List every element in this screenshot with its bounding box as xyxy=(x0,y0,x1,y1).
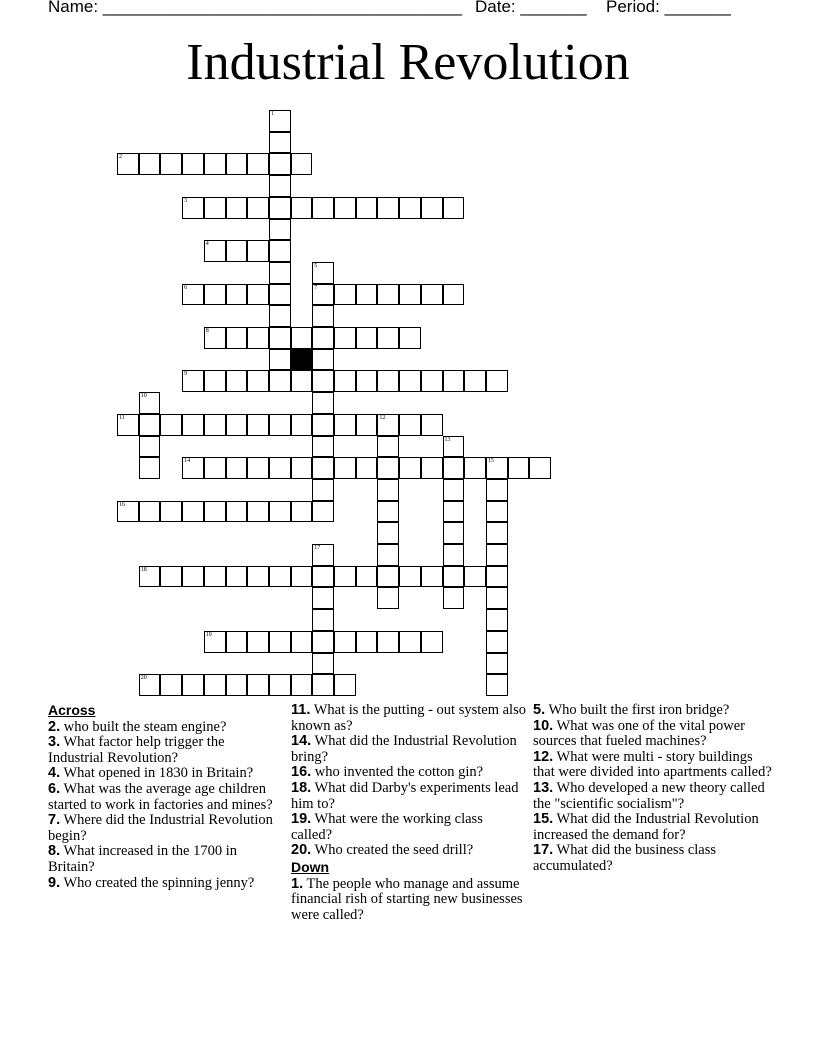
grid-cell[interactable] xyxy=(182,370,204,392)
grid-cell[interactable] xyxy=(356,566,378,588)
grid-cell[interactable] xyxy=(399,370,421,392)
grid-cell[interactable] xyxy=(247,566,269,588)
grid-cell[interactable] xyxy=(356,631,378,653)
grid-cell[interactable] xyxy=(377,501,399,523)
grid-cell[interactable] xyxy=(421,631,443,653)
grid-cell[interactable] xyxy=(399,566,421,588)
grid-cell[interactable] xyxy=(334,414,356,436)
grid-cell[interactable] xyxy=(247,370,269,392)
clue-item xyxy=(291,877,527,924)
grid-cell[interactable] xyxy=(486,457,508,479)
grid-cell[interactable] xyxy=(377,197,399,219)
across-heading: Across xyxy=(48,702,96,718)
clue-item-text: Who created the seed drill? xyxy=(314,842,474,859)
grid-cell[interactable] xyxy=(486,674,508,696)
grid-cell[interactable] xyxy=(226,370,248,392)
grid-cell[interactable] xyxy=(117,501,139,523)
page-title: Industrial Revolution xyxy=(186,34,630,91)
clue-item-number: 13. xyxy=(533,779,554,796)
black-square xyxy=(291,349,313,371)
clue-item xyxy=(291,703,527,734)
across-clue-list-continued xyxy=(291,703,527,859)
grid-cell[interactable] xyxy=(291,631,313,653)
grid-cell[interactable] xyxy=(204,501,226,523)
grid-cell[interactable] xyxy=(356,370,378,392)
clue-item-text: What did the Industrial Revolution bring? xyxy=(291,733,517,765)
grid-cell[interactable] xyxy=(291,674,313,696)
clue-item-number: 18. xyxy=(291,779,312,796)
grid-cell[interactable] xyxy=(312,653,334,675)
grid-cell[interactable] xyxy=(204,457,226,479)
clue-item-text: What was one of the vital power sources that fueled machines? xyxy=(533,717,745,750)
grid-cell[interactable] xyxy=(334,327,356,349)
grid-cell[interactable] xyxy=(312,349,334,371)
clue-item xyxy=(48,782,280,813)
grid-cell[interactable] xyxy=(226,284,248,306)
grid-cell[interactable] xyxy=(421,566,443,588)
grid-cell[interactable] xyxy=(247,501,269,523)
clue-number: 6 xyxy=(184,284,188,291)
grid-cell[interactable] xyxy=(443,457,465,479)
clue-item-number: 10. xyxy=(533,717,554,734)
date-field[interactable]: Date: _______ xyxy=(475,0,587,16)
grid-cell[interactable] xyxy=(182,501,204,523)
grid-cell[interactable] xyxy=(377,544,399,566)
grid-cell[interactable] xyxy=(182,284,204,306)
clue-item-text: What increased in the 1700 in Britain? xyxy=(48,843,238,875)
grid-cell[interactable] xyxy=(312,414,334,436)
grid-cell[interactable] xyxy=(291,501,313,523)
grid-cell[interactable] xyxy=(312,479,334,501)
clue-number: 18 xyxy=(140,566,147,573)
grid-cell[interactable] xyxy=(356,414,378,436)
grid-cell[interactable] xyxy=(117,414,139,436)
grid-cell[interactable] xyxy=(204,370,226,392)
clue-item-text: Who built the first iron bridge? xyxy=(548,702,730,718)
clue-item-text: What were multi - story buildings that were divided into apartments called? xyxy=(533,748,772,781)
grid-cell[interactable] xyxy=(399,631,421,653)
grid-cell[interactable] xyxy=(291,414,313,436)
grid-cell[interactable] xyxy=(312,262,334,284)
grid-cell[interactable] xyxy=(269,262,291,284)
grid-cell[interactable] xyxy=(356,327,378,349)
grid-cell[interactable] xyxy=(269,219,291,241)
grid-cell[interactable] xyxy=(486,479,508,501)
clue-number: 12 xyxy=(379,414,386,421)
grid-cell[interactable] xyxy=(269,674,291,696)
grid-cell[interactable] xyxy=(226,566,248,588)
clue-item-text: What is the putting - out system also known as? xyxy=(291,702,526,734)
grid-cell[interactable] xyxy=(377,436,399,458)
clue-item xyxy=(291,765,527,781)
clue-item-number: 19. xyxy=(291,811,312,828)
grid-cell[interactable] xyxy=(226,153,248,175)
clue-number: 2 xyxy=(119,154,122,161)
clue-number: 13 xyxy=(444,436,451,443)
clue-item-number: 3. xyxy=(48,734,61,751)
clue-item xyxy=(291,843,527,859)
clue-item-number: 9. xyxy=(48,874,61,891)
grid-cell[interactable] xyxy=(269,240,291,262)
grid-cell[interactable] xyxy=(204,566,226,588)
grid-cell[interactable] xyxy=(139,153,161,175)
clue-item-number: 12. xyxy=(533,748,554,765)
down-heading: Down xyxy=(291,858,330,875)
grid-cell[interactable] xyxy=(443,522,465,544)
grid-cell[interactable] xyxy=(269,327,291,349)
grid-cell[interactable] xyxy=(247,631,269,653)
grid-cell[interactable] xyxy=(377,631,399,653)
grid-cell[interactable] xyxy=(334,674,356,696)
clue-item xyxy=(533,781,773,812)
clue-item xyxy=(48,735,280,766)
clue-item-number: 17. xyxy=(533,842,554,859)
down-clue-list-continued xyxy=(533,703,773,875)
grid-cell[interactable] xyxy=(226,327,248,349)
grid-cell[interactable] xyxy=(312,436,334,458)
clue-item xyxy=(533,719,773,750)
clue-item-text: What did the Industrial Revolution increased the demand for? xyxy=(533,811,759,843)
clue-number: 3 xyxy=(184,197,188,204)
clue-item-text: Where did the Industrial Revolution begin? xyxy=(48,812,273,844)
grid-cell[interactable] xyxy=(269,457,291,479)
grid-cell[interactable] xyxy=(269,110,291,132)
grid-cell[interactable] xyxy=(486,653,508,675)
clue-item-number: 2. xyxy=(48,718,61,735)
clue-item-text: who built the steam engine? xyxy=(63,718,227,735)
grid-cell[interactable] xyxy=(160,501,182,523)
grid-cell[interactable] xyxy=(139,436,161,458)
grid-cell[interactable] xyxy=(226,197,248,219)
grid-cell[interactable] xyxy=(182,153,204,175)
grid-cell[interactable] xyxy=(312,305,334,327)
clue-number: 20 xyxy=(140,675,147,682)
grid-cell[interactable] xyxy=(356,284,378,306)
clue-item-number: 14. xyxy=(291,733,312,750)
grid-cell[interactable] xyxy=(377,327,399,349)
grid-cell[interactable] xyxy=(312,370,334,392)
grid-cell[interactable] xyxy=(182,674,204,696)
grid-cell[interactable] xyxy=(486,522,508,544)
grid-cell[interactable] xyxy=(486,587,508,609)
grid-cell[interactable] xyxy=(334,197,356,219)
clue-number: 15 xyxy=(487,458,494,465)
clue-number: 10 xyxy=(140,393,147,400)
grid-cell[interactable] xyxy=(421,197,443,219)
grid-cell[interactable] xyxy=(160,566,182,588)
grid-cell[interactable] xyxy=(226,501,248,523)
clue-item-number: 7. xyxy=(48,812,61,829)
grid-cell[interactable] xyxy=(334,457,356,479)
grid-cell[interactable] xyxy=(334,370,356,392)
grid-cell[interactable] xyxy=(139,674,161,696)
grid-cell[interactable] xyxy=(117,153,139,175)
grid-cell[interactable] xyxy=(486,566,508,588)
clue-item-text: What did Darby's experiments lead him to? xyxy=(291,779,519,812)
grid-cell[interactable] xyxy=(399,327,421,349)
grid-cell[interactable] xyxy=(269,153,291,175)
clue-number: 9 xyxy=(184,371,188,378)
grid-cell[interactable] xyxy=(291,327,313,349)
grid-cell[interactable] xyxy=(139,566,161,588)
grid-cell[interactable] xyxy=(247,414,269,436)
grid-cell[interactable] xyxy=(226,631,248,653)
clue-item-number: 20. xyxy=(291,842,312,859)
grid-cell[interactable] xyxy=(377,370,399,392)
grid-cell[interactable] xyxy=(247,240,269,262)
period-field[interactable]: Period: _______ xyxy=(606,0,731,16)
down-clue-list xyxy=(291,877,527,924)
grid-cell[interactable] xyxy=(443,284,465,306)
grid-cell[interactable] xyxy=(226,457,248,479)
grid-cell[interactable] xyxy=(182,197,204,219)
grid-cell[interactable] xyxy=(204,414,226,436)
clue-item xyxy=(48,876,280,892)
grid-cell[interactable] xyxy=(204,153,226,175)
clue-item xyxy=(48,766,280,782)
grid-cell[interactable] xyxy=(269,284,291,306)
name-field[interactable]: Name: ______________________________________ xyxy=(48,0,463,16)
grid-cell[interactable] xyxy=(486,501,508,523)
grid-cell[interactable] xyxy=(464,370,486,392)
grid-cell[interactable] xyxy=(443,197,465,219)
grid-cell[interactable] xyxy=(312,566,334,588)
across-clue-list xyxy=(48,720,280,892)
clue-number: 5 xyxy=(314,262,318,269)
grid-cell[interactable] xyxy=(269,349,291,371)
clue-item-number: 6. xyxy=(48,780,61,797)
clue-column-1 xyxy=(48,703,280,891)
grid-cell[interactable] xyxy=(399,284,421,306)
clue-item-number: 11. xyxy=(291,702,311,718)
grid-cell[interactable] xyxy=(291,197,313,219)
clue-number: 8 xyxy=(205,328,209,334)
clue-item-number: 16. xyxy=(291,764,312,781)
grid-cell[interactable] xyxy=(291,370,313,392)
grid-cell[interactable] xyxy=(204,240,226,262)
grid-cell[interactable] xyxy=(204,197,226,219)
clue-item xyxy=(291,734,527,765)
clue-item-number: 15. xyxy=(533,811,554,828)
clue-column-2 xyxy=(291,703,527,923)
grid-cell[interactable] xyxy=(443,587,465,609)
clue-number: 19 xyxy=(205,631,212,638)
clue-item xyxy=(533,843,773,874)
grid-cell[interactable] xyxy=(160,153,182,175)
grid-cell[interactable] xyxy=(312,457,334,479)
grid-cell[interactable] xyxy=(269,175,291,197)
grid-cell[interactable] xyxy=(291,457,313,479)
grid-cell[interactable] xyxy=(421,414,443,436)
grid-cell[interactable] xyxy=(204,674,226,696)
grid-cell[interactable] xyxy=(139,392,161,414)
grid-cell[interactable] xyxy=(182,566,204,588)
clue-item-text: What did the business class accumulated? xyxy=(533,842,717,874)
grid-cell[interactable] xyxy=(377,479,399,501)
clue-item xyxy=(48,720,280,736)
grid-cell[interactable] xyxy=(204,284,226,306)
grid-cell[interactable] xyxy=(312,544,334,566)
grid-cell[interactable] xyxy=(269,414,291,436)
grid-cell[interactable] xyxy=(247,284,269,306)
grid-cell[interactable] xyxy=(182,457,204,479)
grid-cell[interactable] xyxy=(269,631,291,653)
grid-cell[interactable] xyxy=(464,566,486,588)
clue-item xyxy=(533,750,773,781)
grid-cell[interactable] xyxy=(139,501,161,523)
grid-cell[interactable] xyxy=(421,370,443,392)
clue-item-number: 1. xyxy=(291,875,304,892)
grid-cell[interactable] xyxy=(312,631,334,653)
grid-cell[interactable] xyxy=(312,284,334,306)
grid-cell[interactable] xyxy=(312,674,334,696)
clue-item-text: What was the average age children started to work in factories and mines? xyxy=(48,780,273,813)
grid-cell[interactable] xyxy=(269,132,291,154)
clue-item xyxy=(533,812,773,843)
grid-cell[interactable] xyxy=(312,501,334,523)
grid-cell[interactable] xyxy=(399,457,421,479)
grid-cell[interactable] xyxy=(443,370,465,392)
clue-item-number: 5. xyxy=(533,702,546,718)
clue-item xyxy=(48,813,280,844)
grid-cell[interactable] xyxy=(399,197,421,219)
grid-cell[interactable] xyxy=(226,674,248,696)
grid-cell[interactable] xyxy=(291,153,313,175)
grid-cell[interactable] xyxy=(247,327,269,349)
clue-item-text: What factor help trigger the Industrial Revolution? xyxy=(48,734,225,766)
grid-cell[interactable] xyxy=(443,566,465,588)
grid-cell[interactable] xyxy=(443,501,465,523)
clue-item-text: who invented the cotton gin? xyxy=(314,764,484,781)
grid-cell[interactable] xyxy=(334,566,356,588)
clue-item-text: What were the working class called? xyxy=(291,811,483,843)
grid-cell[interactable] xyxy=(508,457,530,479)
clue-number: 4 xyxy=(205,241,209,248)
grid-cell[interactable] xyxy=(247,153,269,175)
grid-cell[interactable] xyxy=(334,631,356,653)
grid-cell[interactable] xyxy=(312,392,334,414)
grid-cell[interactable] xyxy=(247,197,269,219)
grid-cell[interactable] xyxy=(356,197,378,219)
grid-cell[interactable] xyxy=(486,609,508,631)
grid-cell[interactable] xyxy=(421,284,443,306)
grid-cell[interactable] xyxy=(356,457,378,479)
clue-number: 1 xyxy=(270,111,274,117)
grid-cell[interactable] xyxy=(443,436,465,458)
grid-cell[interactable] xyxy=(312,197,334,219)
clue-item-number: 4. xyxy=(48,765,61,782)
clue-number: 7 xyxy=(314,284,318,291)
clue-item-text: The people who manage and assume financial rish of starting new businesses were called? xyxy=(291,875,523,923)
grid-cell[interactable] xyxy=(312,327,334,349)
clue-number: 16 xyxy=(119,501,125,508)
grid-cell[interactable] xyxy=(139,457,161,479)
grid-cell[interactable] xyxy=(377,284,399,306)
grid-cell[interactable] xyxy=(291,566,313,588)
grid-cell[interactable] xyxy=(182,414,204,436)
grid-cell[interactable] xyxy=(464,457,486,479)
clue-column-3 xyxy=(533,703,773,875)
grid-cell[interactable] xyxy=(377,587,399,609)
grid-cell[interactable] xyxy=(269,197,291,219)
grid-cell[interactable] xyxy=(486,544,508,566)
grid-cell[interactable] xyxy=(269,370,291,392)
grid-cell[interactable] xyxy=(443,479,465,501)
grid-cell[interactable] xyxy=(529,457,551,479)
grid-cell[interactable] xyxy=(399,414,421,436)
grid-cell[interactable] xyxy=(204,327,226,349)
grid-cell[interactable] xyxy=(226,414,248,436)
grid-cell[interactable] xyxy=(160,414,182,436)
clue-number: 14 xyxy=(184,458,191,465)
grid-cell[interactable] xyxy=(486,370,508,392)
clue-item-text: Who created the spinning jenny? xyxy=(63,874,255,891)
grid-cell[interactable] xyxy=(334,284,356,306)
clue-item-text: What opened in 1830 in Britain? xyxy=(63,765,254,782)
grid-cell[interactable] xyxy=(377,522,399,544)
grid-cell[interactable] xyxy=(269,305,291,327)
grid-cell[interactable] xyxy=(443,544,465,566)
clue-item xyxy=(48,844,280,875)
clue-item-text: Who developed a new theory called the "scientific socialism"? xyxy=(533,779,765,812)
grid-cell[interactable] xyxy=(226,240,248,262)
grid-cell[interactable] xyxy=(139,414,161,436)
clue-item xyxy=(533,703,773,719)
clue-item xyxy=(291,812,527,843)
grid-cell[interactable] xyxy=(377,457,399,479)
grid-cell[interactable] xyxy=(247,674,269,696)
grid-cell[interactable] xyxy=(486,631,508,653)
grid-cell[interactable] xyxy=(377,566,399,588)
clue-number: 11 xyxy=(119,414,125,421)
grid-cell[interactable] xyxy=(204,631,226,653)
clue-item xyxy=(291,781,527,812)
grid-cell[interactable] xyxy=(312,587,334,609)
grid-cell[interactable] xyxy=(312,609,334,631)
grid-cell[interactable] xyxy=(160,674,182,696)
grid-cell[interactable] xyxy=(247,457,269,479)
grid-cell[interactable] xyxy=(421,457,443,479)
grid-cell[interactable] xyxy=(269,501,291,523)
clue-number: 17 xyxy=(314,545,321,551)
clue-item-number: 8. xyxy=(48,843,61,860)
grid-cell[interactable] xyxy=(269,566,291,588)
grid-cell[interactable] xyxy=(377,414,399,436)
